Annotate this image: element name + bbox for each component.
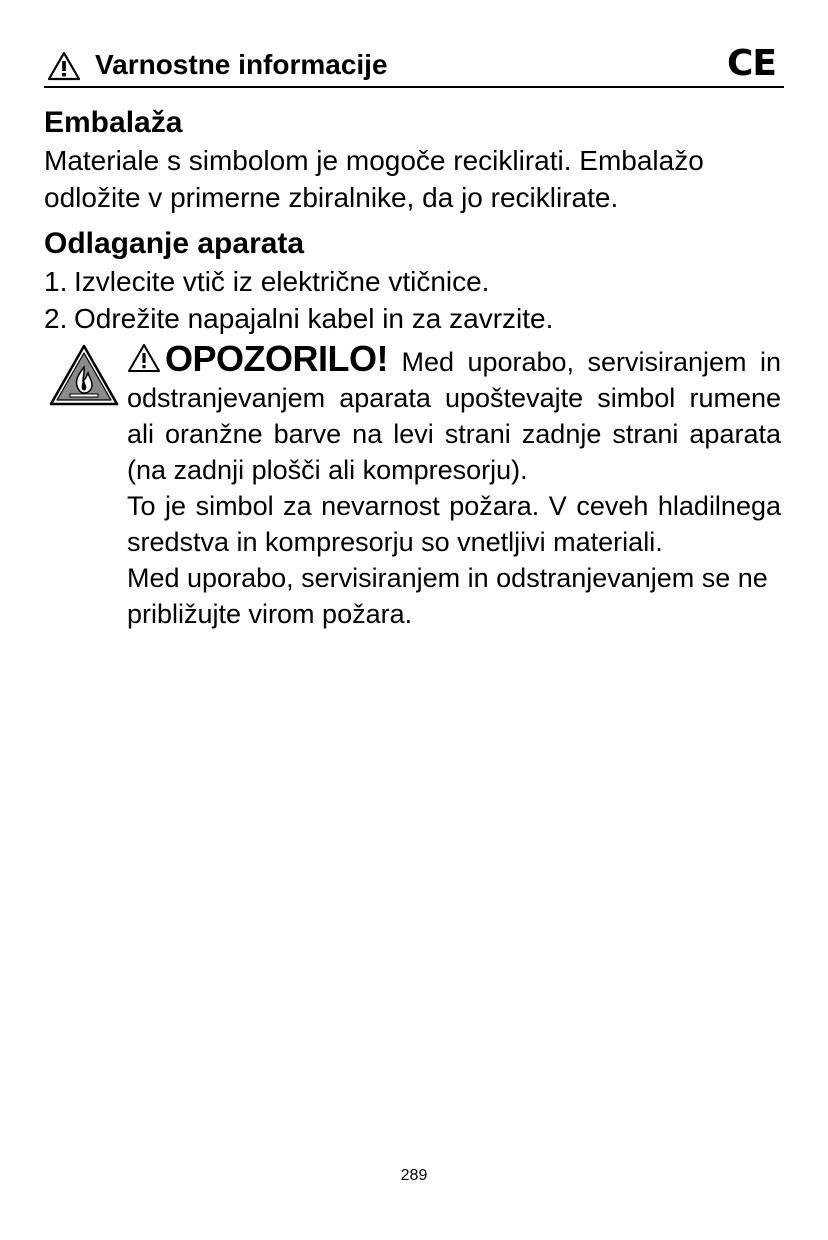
step-text: Izvlecite vtič iz električne vtičnice. <box>74 266 490 297</box>
disposal-heading: Odlaganje aparata <box>44 227 305 260</box>
ce-mark: CE <box>726 43 776 84</box>
main-content <box>44 104 786 632</box>
warning-text <box>127 338 781 632</box>
step-text: Odrežite napajalni kabel in za zavrzite. <box>74 303 554 334</box>
warning-paragraph-2: To je simbol za nevarnost požara. V ceveh hladilnega sredstva in kompresorju so vnetljivi materiali. <box>127 491 781 557</box>
warning-triangle-icon <box>47 51 81 81</box>
warning-paragraph-3: Med uporabo, servisiranjem in odstranjevanjem se ne približujte virom požara. <box>127 563 768 629</box>
step-number: 1. <box>44 266 68 297</box>
step-number: 2. <box>44 303 68 334</box>
disposal-step-2 <box>44 300 786 337</box>
fire-warning-block <box>44 338 786 632</box>
warning-triangle-icon <box>127 343 161 373</box>
warning-paragraph-1 <box>127 338 781 488</box>
page-title: Varnostne informacije <box>95 49 388 80</box>
warning-text-1: Med uporabo, servisiranjem in odstranjevanjem aparata upoštevajte simbol rumene ali oranžne barve na levi strani zadnje strani aparata (na zadnji plošči ali kompresorju). <box>127 347 781 485</box>
disposal-step-1 <box>44 263 786 300</box>
warning-label: OPOZORILO! <box>165 338 388 379</box>
page-header <box>44 44 784 88</box>
packaging-heading: Embalaža <box>44 106 183 139</box>
flammable-warning-icon <box>48 343 120 407</box>
page-number: 289 <box>400 1167 428 1184</box>
packaging-text: Materiale s simbolom je mogoče reciklirati. Embalažo odložite v primerne zbiralnike, da jo reciklirate. <box>44 145 704 213</box>
